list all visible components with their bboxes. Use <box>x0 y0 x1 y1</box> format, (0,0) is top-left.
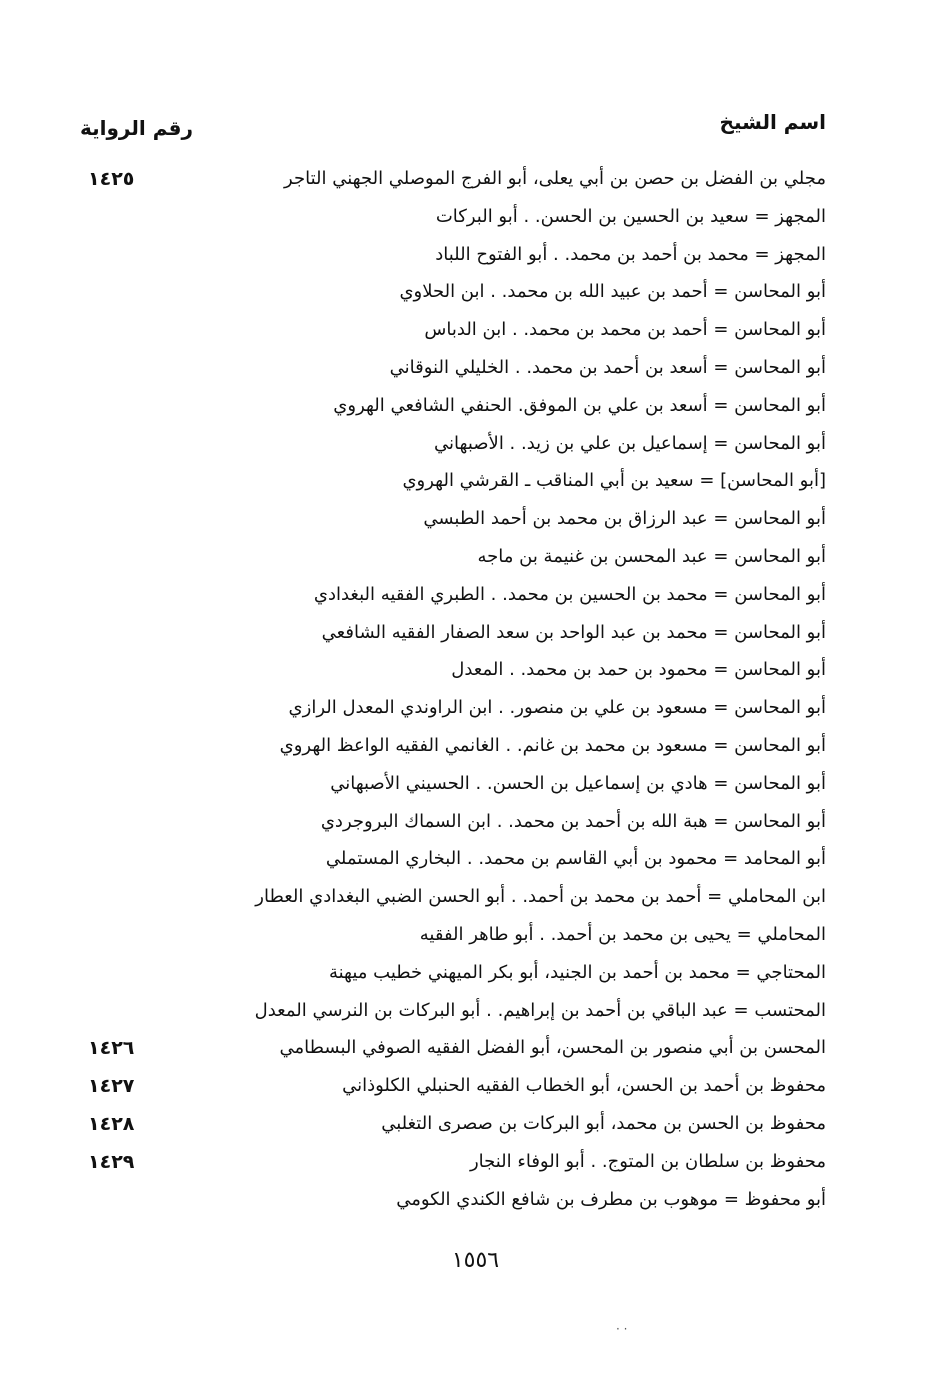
list-item <box>0 1151 951 1189</box>
sheikh-name: أبو المحاسن = عبد المحسن بن غنيمة بن ماجه <box>477 545 826 567</box>
narration-number: ١٤٢٦ <box>88 1037 135 1060</box>
narration-number: ١٤٢٨ <box>88 1112 135 1135</box>
name-column-heading: اسم الشيخ <box>719 110 826 134</box>
narration-number: ١٤٢٩ <box>88 1150 135 1173</box>
list-item <box>0 659 951 697</box>
sheikh-name: مجلي بن الفضل بن حصن بن أبي يعلى، أبو الفرج الموصلي الجهني التاجر <box>284 168 826 189</box>
sheikh-name: المحتسب = عبد الباقي بن أحمد بن إبراهيم. . أبو البركات بن النرسي المعدل <box>254 999 826 1021</box>
sheikh-name: المحتاجي = محمد بن أحمد بن الجنيد، أبو بكر الميهني خطيب ميهنة <box>328 961 826 983</box>
sheikh-name: أبو المحاسن = إسماعيل بن علي بن زيد. . الأصبهاني <box>434 432 826 454</box>
sheikh-name: أبو المحاسن = هبة الله بن أحمد بن محمد. . ابن السماك البروجردي <box>320 810 826 832</box>
list-item <box>0 1037 951 1075</box>
list-item <box>0 1113 951 1151</box>
list-item <box>0 773 951 811</box>
sheikh-name: المجهز = سعيد بن الحسين بن الحسن. . أبو البركات <box>435 205 826 227</box>
sheikh-name: محفوظ بن أحمد بن الحسن، أبو الخطاب الفقيه الحنبلي الكلوذاني <box>342 1075 826 1097</box>
sheikh-name: أبو المحاسن = مسعود بن علي بن منصور. . ابن الراوندي المعدل الرازي <box>288 697 826 719</box>
sheikh-name: أبو المحاسن = محمد بن عبد الواحد بن سعد الصفار الفقيه الشافعي <box>321 621 826 643</box>
sheikh-name: أبو محفوظ = موهوب بن مطرف بن شافع الكندي الكومي <box>396 1188 826 1210</box>
list-item <box>0 886 951 924</box>
sheikh-name: محفوظ بن سلطان بن المتوج. . أبو الوفاء النجار <box>469 1150 826 1172</box>
list-item <box>0 735 951 773</box>
list-item <box>0 357 951 395</box>
page-number: ١٥٥٦ <box>451 1248 500 1273</box>
list-item <box>0 395 951 433</box>
list-item <box>0 1000 951 1038</box>
list-item <box>0 508 951 546</box>
list-item <box>0 1075 951 1113</box>
sheikh-name: أبو المحاسن = عبد الرزاق بن محمد بن أحمد الطبسي <box>423 508 826 530</box>
sheikh-name: أبو المحامد = محمود بن أبي القاسم بن محمد. . البخاري المستملي <box>325 848 826 870</box>
sheikh-name: أبو المحاسن = محمد بن الحسين بن محمد. . الطبري الفقيه البغدادي <box>313 583 826 605</box>
sheikh-name: أبو المحاسن = أسعد بن أحمد بن محمد. . الخليلي النوقاني <box>389 356 826 378</box>
list-item <box>0 1189 951 1227</box>
narration-number: ١٤٢٧ <box>88 1075 135 1098</box>
list-item <box>0 244 951 282</box>
sheikh-name: ابن المحاملي = أحمد بن محمد بن أحمد. . أبو الحسن الضبي البغدادي العطار <box>255 886 826 908</box>
sheikh-name: أبو المحاسن = هادي بن إسماعيل بن الحسن. . الحسيني الأصبهاني <box>330 772 826 794</box>
list-item <box>0 168 951 206</box>
list-item <box>0 433 951 471</box>
list-item <box>0 206 951 244</box>
sheikh-name: المحاملي = يحيى بن محمد بن أحمد. . أبو طاهر الفقيه <box>419 923 826 945</box>
sheikh-name: محفوظ بن الحسن بن محمد، أبو البركات بن صصرى التغلبي <box>381 1112 826 1134</box>
narration-number: ١٤٢٥ <box>88 168 135 190</box>
list-item <box>0 281 951 319</box>
list-item <box>0 622 951 660</box>
column-header <box>0 110 951 150</box>
sheikh-name: أبو المحاسن = أحمد بن محمد بن محمد. . ابن الدباس <box>424 319 826 341</box>
sheikh-name: أبو المحاسن = أسعد بن علي بن الموفق. الحنفي الشافعي الهروي <box>333 394 826 416</box>
sheikh-name: أبو المحاسن = مسعود بن محمد بن غانم. . الغانمي الفقيه الواعظ الهروي <box>279 734 826 756</box>
list-item <box>0 697 951 735</box>
list-item <box>0 962 951 1000</box>
sheikh-name: المحسن بن أبي منصور بن المحسن، أبو الفضل الفقيه الصوفي البسطامي <box>279 1037 826 1059</box>
list-item <box>0 584 951 622</box>
sheikh-name: المجهز = محمد بن أحمد بن محمد. . أبو الفتوح اللباد <box>435 243 826 265</box>
list-item <box>0 811 951 849</box>
list-item <box>0 924 951 962</box>
number-column-heading: رقم الرواية <box>80 116 193 140</box>
scan-specks: · · <box>616 1322 628 1336</box>
list-item <box>0 319 951 357</box>
sheikh-name: أبو المحاسن = محمود بن حمد بن محمد. . المعدل <box>451 659 826 681</box>
sheikh-name: [أبو المحاسن] = سعيد بن أبي المناقب ـ القرشي الهروي <box>402 470 826 492</box>
sheikh-name: أبو المحاسن = أحمد بن عبيد الله بن محمد. . ابن الحلاوي <box>399 281 826 303</box>
list-item <box>0 546 951 584</box>
entries-list <box>0 168 951 1226</box>
list-item <box>0 848 951 886</box>
list-item <box>0 470 951 508</box>
